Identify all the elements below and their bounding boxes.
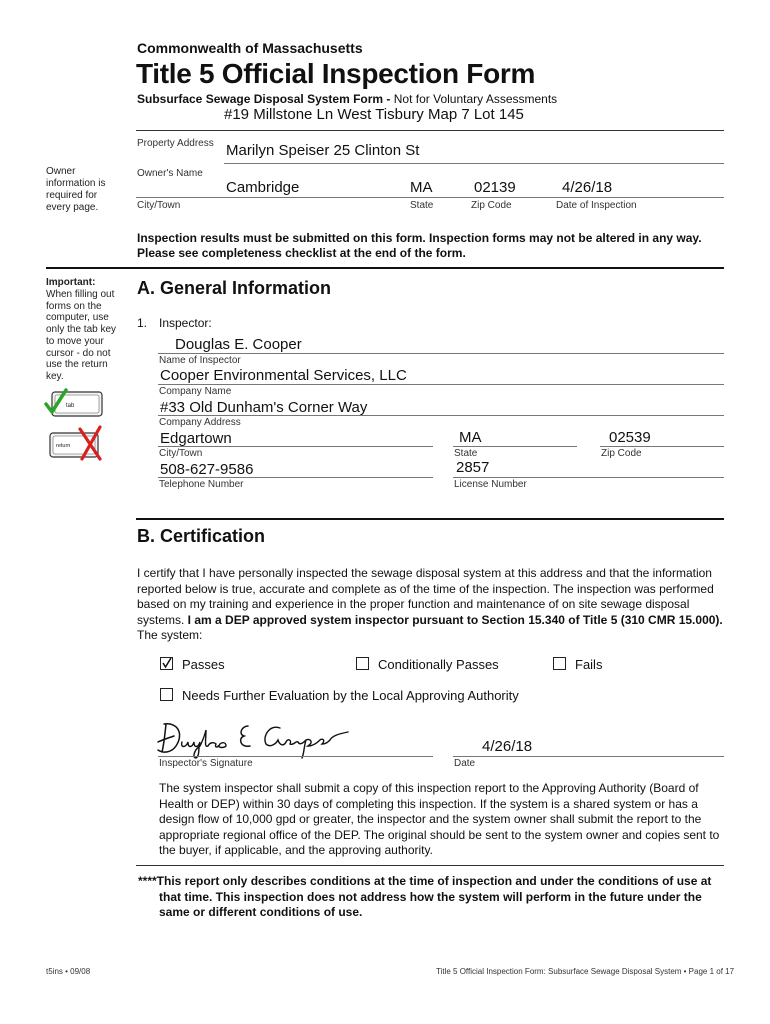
inspector-name-underline — [158, 353, 724, 354]
signature-date-field[interactable]: 4/26/18 — [482, 738, 533, 755]
subtitle-bold: Subsurface Sewage Disposal System Form - — [137, 92, 394, 106]
inspection-date-field[interactable]: 4/26/18 — [562, 179, 613, 196]
license-underline — [453, 477, 724, 478]
telephone-underline — [158, 477, 433, 478]
section-b-rule — [136, 518, 724, 520]
subtitle-normal: Not for Voluntary Assessments — [393, 92, 558, 106]
inspector-name-label: Name of Inspector — [159, 355, 241, 366]
cert-text-bold: I am a DEP approved system inspector pursuant to Section 15.340 of Title 5 (310 CMR 15.000). — [187, 612, 723, 627]
cert-text-tail: The system: — [137, 628, 203, 642]
owner-city-field[interactable]: Cambridge — [226, 179, 300, 196]
tab-key-icon — [44, 388, 106, 420]
commonwealth-heading: Commonwealth of Massachusetts — [137, 40, 363, 56]
company-state-underline — [453, 446, 577, 447]
company-zip-underline — [600, 446, 724, 447]
certification-text — [137, 566, 727, 644]
license-label: License Number — [454, 479, 527, 490]
conditionally-passes-checkbox[interactable] — [356, 657, 369, 670]
owner-city-label: City/Town — [137, 200, 181, 211]
telephone-field[interactable]: 508-627-9586 — [160, 461, 254, 478]
company-name-field[interactable]: Cooper Environmental Services, LLC — [160, 367, 407, 384]
inspector-name-field[interactable]: Douglas E. Cooper — [175, 336, 302, 353]
company-zip-label: Zip Code — [601, 448, 642, 459]
footer-right: Title 5 Official Inspection Form: Subsurface Sewage Disposal System • Page 1 of 17 — [436, 967, 735, 976]
company-address-underline — [158, 415, 724, 416]
owner-zip-field[interactable]: 02139 — [474, 179, 516, 196]
company-city-label: City/Town — [159, 448, 203, 459]
return-key-text: return — [56, 443, 71, 449]
company-state-label: State — [454, 448, 478, 459]
company-address-label: Company Address — [159, 417, 241, 428]
section-b-heading: B. Certification — [137, 526, 266, 546]
property-address-line: #19 Millstone Ln West Tisbury Map 7 Lot 145 — [224, 106, 524, 123]
inspection-date-label: Date of Inspection — [556, 200, 637, 211]
form-subtitle — [137, 92, 557, 106]
important-heading: Important: — [46, 277, 96, 288]
conditionally-passes-label: Conditionally Passes — [378, 657, 499, 672]
company-zip-field[interactable]: 02539 — [609, 429, 651, 446]
signature-label: Inspector's Signature — [159, 758, 253, 769]
company-state-field[interactable]: MA — [459, 429, 482, 446]
form-title: Title 5 Official Inspection Form — [136, 58, 536, 89]
further-evaluation-label: Needs Further Evaluation by the Local Approving Authority — [182, 688, 519, 703]
owner-state-field[interactable]: MA — [410, 179, 433, 196]
passes-label: Passes — [182, 657, 225, 672]
footer-left: t5ins • 09/08 — [46, 967, 91, 976]
section-a-heading: A. General Information — [137, 278, 332, 298]
company-address-field[interactable]: #33 Old Dunham's Corner Way — [160, 399, 368, 416]
disclaimer-text: ****This report only describes conditions at the time of inspection and under the conditions of use at that time. This inspection does not address how the system will perform in the future under the same or different conditions of use. — [138, 874, 712, 919]
tab-key-text: tab — [66, 403, 75, 409]
inspector-item-number: 1. — [137, 316, 148, 330]
fails-checkbox[interactable] — [553, 657, 566, 670]
owner-name-field[interactable]: Marilyn Speiser 25 Clinton St — [226, 142, 420, 159]
license-field[interactable]: 2857 — [456, 459, 490, 476]
disclaimer-rule — [136, 865, 724, 866]
owner-side-note: Owner information is required for every page. — [46, 166, 106, 213]
fails-label: Fails — [575, 657, 603, 672]
submission-notice: Inspection results must be submitted on this form. Inspection forms may not be altered in any way. Please see completeness checklist at the end of the form. — [137, 231, 702, 260]
company-city-field[interactable]: Edgartown — [160, 430, 232, 447]
property-address-label: Property Address — [137, 138, 214, 149]
inspector-signature — [152, 712, 352, 760]
company-name-underline — [158, 384, 724, 385]
signature-date-underline — [453, 756, 724, 757]
return-key-icon — [44, 425, 106, 463]
passes-checkbox[interactable] — [160, 657, 173, 670]
further-evaluation-checkbox[interactable] — [160, 688, 173, 701]
notice-rule — [46, 267, 724, 269]
owners-name-label: Owner's Name — [137, 168, 203, 179]
cert-text-normal: I certify that I have personally inspected the sewage disposal system at this address and that the information reported below is true, accurate and complete as of the time of the inspection. The inspection was performed based on my training and experience in the proper function and maintenance of on site sewage disposal systems. — [137, 566, 714, 627]
important-text: When filling out forms on the computer, use only the tab key to move your cursor - do not use the return key. — [46, 289, 117, 382]
header-rule — [136, 130, 724, 131]
telephone-label: Telephone Number — [159, 479, 244, 490]
signature-underline — [158, 756, 433, 757]
owner-zip-label: Zip Code — [471, 200, 512, 211]
inspector-item-label: Inspector: — [159, 316, 212, 330]
company-name-label: Company Name — [159, 386, 232, 397]
submission-instructions: The system inspector shall submit a copy of this inspection report to the Approving Authority (Board of Health or DEP) within 30 days of completing this inspection. If the system is a shared system or has a design flow of 10,000 gpd or greater, the inspector and the system owner shall submit the report to the appropriate regional office of the DEP. The original should be sent to the system owner and copies sent to the buyer, if applicable, and the approving authority. — [159, 781, 720, 857]
signature-date-label: Date — [454, 758, 476, 769]
owner-state-label: State — [410, 200, 434, 211]
owner-city-underline — [136, 197, 724, 198]
owner-name-underline — [224, 163, 724, 164]
company-city-underline — [158, 446, 433, 447]
